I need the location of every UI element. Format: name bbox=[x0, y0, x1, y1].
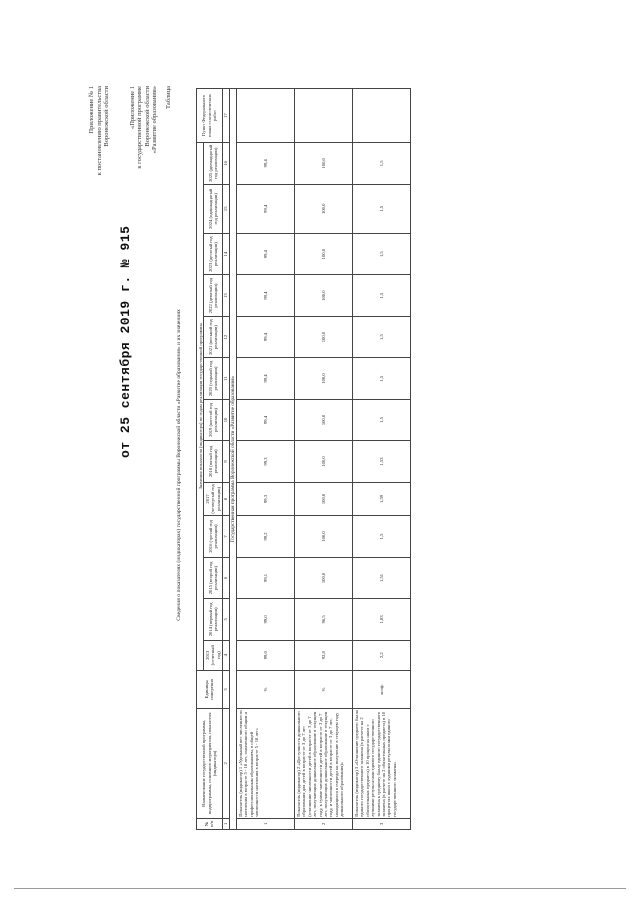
value-cell: 1,5 bbox=[353, 316, 411, 357]
approval-line-1: Приложение № 1 bbox=[88, 86, 95, 134]
column-number: 8 bbox=[222, 482, 229, 516]
column-number: 7 bbox=[222, 516, 229, 557]
col-name-header: Наименование государственной программы, подпрограммы, основного мероприятия, показателя (индикатора) bbox=[197, 708, 223, 818]
year-header: 2013 (отчетный год) bbox=[204, 640, 222, 670]
value-cell: 1,5 bbox=[353, 516, 411, 557]
year-header: 2025 (двенадцатый год реализации) bbox=[204, 142, 222, 184]
column-number: 13 bbox=[222, 275, 229, 316]
column-number: 14 bbox=[222, 233, 229, 274]
unit-cell: % bbox=[237, 670, 295, 708]
column-number: 10 bbox=[222, 399, 229, 440]
bottom-rule bbox=[14, 888, 626, 889]
row-number: 2 bbox=[295, 818, 353, 829]
indicator-name: Показатель (индикатор) 3 «Отношение среднего балла единого государственного экзамена (в расчете на 2 обязательных предмета) в 10 процентах школ с лучшими результатами единого государственного экзамена к среднему баллу единого государственного экзамена (в расчете на 2 обязательных предмета) в 10 процентах школ с худшими результатами единого государственного экзамена» bbox=[353, 708, 411, 818]
table-row bbox=[295, 89, 353, 830]
value-cell: 1,5 bbox=[353, 358, 411, 399]
value-cell: 99,3 bbox=[237, 482, 295, 516]
unit-cell: % bbox=[295, 670, 353, 708]
column-number: 17 bbox=[222, 89, 229, 143]
year-header: 2024 (одиннадцатый год реализации) bbox=[204, 184, 222, 233]
column-number: 1 bbox=[222, 818, 229, 829]
value-cell: 99,3 bbox=[237, 441, 295, 482]
value-cell: 1,5 bbox=[353, 399, 411, 440]
appendix-line-3: Воронежской области bbox=[143, 86, 151, 147]
value-cell: 1,5 bbox=[353, 275, 411, 316]
table-row bbox=[353, 89, 411, 830]
value-cell: 99,4 bbox=[237, 399, 295, 440]
col-num-header: № п/п bbox=[197, 818, 223, 829]
approval-line-2: к постановлению правительства bbox=[95, 86, 103, 176]
column-number: 4 bbox=[222, 640, 229, 670]
appendix-line-1: «Приложение 1 bbox=[128, 86, 136, 130]
source-cell bbox=[295, 89, 353, 143]
column-number: 12 bbox=[222, 316, 229, 357]
value-cell: 1,59 bbox=[353, 482, 411, 516]
value-cell: 96,5 bbox=[295, 599, 353, 640]
value-cell: 100,0 bbox=[295, 482, 353, 516]
section-title: Государственная программа Воронежской области «Развитие образования» bbox=[230, 89, 237, 830]
year-header: 2016 (третий год реализации) bbox=[204, 516, 222, 557]
column-number: 3 bbox=[222, 670, 229, 708]
table-row bbox=[237, 89, 295, 830]
value-cell: 99,4 bbox=[237, 358, 295, 399]
value-cell: 100,0 bbox=[295, 399, 353, 440]
value-cell: 100,0 bbox=[295, 184, 353, 233]
value-cell: 100,0 bbox=[295, 441, 353, 482]
year-header: 2023 (десятый год реализации) bbox=[204, 233, 222, 274]
value-cell: 99,4 bbox=[237, 233, 295, 274]
value-cell: 1,83 bbox=[353, 599, 411, 640]
indicators-table-wrap bbox=[196, 88, 397, 830]
value-cell: 100,0 bbox=[295, 316, 353, 357]
year-header: 2018 (пятый год реализации) bbox=[204, 441, 222, 482]
value-cell: 100,0 bbox=[295, 358, 353, 399]
value-cell: 99,4 bbox=[237, 275, 295, 316]
doc-title: Сведения о показателях (индикаторах) государственной программы Воронежской области «Развитие образования» и их значениях bbox=[176, 309, 182, 621]
column-number: 11 bbox=[222, 358, 229, 399]
value-cell: 99,4 bbox=[237, 142, 295, 184]
value-cell: 100,0 bbox=[295, 557, 353, 598]
value-cell: 99,2 bbox=[237, 516, 295, 557]
year-header: 2014 (первый год реализации) bbox=[204, 599, 222, 640]
row-number: 1 bbox=[237, 818, 295, 829]
value-cell: 1,5 bbox=[353, 184, 411, 233]
year-header: 2021 (восьмой год реализации) bbox=[204, 316, 222, 357]
indicator-name: Показатель (индикатор) 2 «Доступность дошкольного образования для детей в возрасте от 3 до 7 лет (отношение численности детей в возрасте от 3 до 7 лет, получающих дошкольное образование в текущем году, к сумме численности детей в возрасте от 3 до 7 лет, получающих дошкольное образование в текущем году, и численности детей в возрасте от 3 до 7 лет, находящихся в очереди на получение в текущем году дошкольного образования)» bbox=[295, 708, 353, 818]
column-number: 9 bbox=[222, 441, 229, 482]
value-cell: 1,51 bbox=[353, 557, 411, 598]
decree-stamp bbox=[118, 218, 136, 458]
column-number: 16 bbox=[222, 142, 229, 184]
appendix-line-4: «Развитие образования» bbox=[151, 86, 158, 154]
value-cell: 99,4 bbox=[237, 316, 295, 357]
value-cell: 1,5 bbox=[353, 233, 411, 274]
year-header: 2017 (четвертый год реализации) bbox=[204, 482, 222, 516]
value-cell: 100,0 bbox=[295, 516, 353, 557]
value-cell: 99,0 bbox=[237, 640, 295, 670]
value-cell: 1,53 bbox=[353, 441, 411, 482]
year-header: 2019 (шестой год реализации) bbox=[204, 399, 222, 440]
table-label: Таблица bbox=[164, 86, 172, 109]
appendix-line-2: к государственной программе bbox=[136, 86, 143, 169]
value-cell: 99,1 bbox=[237, 557, 295, 598]
year-header: 2022 (девятый год реализации) bbox=[204, 275, 222, 316]
value-cell: 100,0 bbox=[295, 142, 353, 184]
unit-cell: коэф. bbox=[353, 670, 411, 708]
col-values-header: Значения показателя (индикатора) по годам реализации государственной программы bbox=[197, 142, 204, 670]
decree-number-text: от 25 сентября 2019 г. № 915 bbox=[118, 225, 133, 458]
source-cell bbox=[353, 89, 411, 143]
indicator-name: Показатель (индикатор) 1 «Удельный вес численности населения в возрасте 5 - 18 лет, охваченного общим и профессиональным образованием, в общей численности населения в возрасте 5 - 18 лет» bbox=[237, 708, 295, 818]
value-cell: 1,5 bbox=[353, 142, 411, 184]
doc-title-wrap bbox=[176, 270, 186, 660]
year-header: 2015 (второй год реализации) bbox=[204, 557, 222, 598]
value-cell: 99,0 bbox=[237, 599, 295, 640]
col-unit-header: Единицы измерения bbox=[197, 670, 223, 708]
column-number: 2 bbox=[222, 708, 229, 818]
approval-block bbox=[88, 86, 172, 201]
approval-line-3: Воронежской области bbox=[103, 86, 110, 147]
col-source-header: Пункт Федерального плана статистических работ bbox=[197, 89, 223, 143]
value-cell: 100,0 bbox=[295, 275, 353, 316]
year-header: 2020 (седьмой год реализации) bbox=[204, 358, 222, 399]
value-cell: 2,2 bbox=[353, 640, 411, 670]
value-cell: 99,4 bbox=[237, 184, 295, 233]
value-cell: 100,0 bbox=[295, 233, 353, 274]
indicators-table bbox=[196, 88, 411, 830]
source-cell bbox=[237, 89, 295, 143]
value-cell: 92,8 bbox=[295, 640, 353, 670]
row-number: 3 bbox=[353, 818, 411, 829]
column-number: 15 bbox=[222, 184, 229, 233]
column-number: 6 bbox=[222, 557, 229, 598]
column-number: 5 bbox=[222, 599, 229, 640]
